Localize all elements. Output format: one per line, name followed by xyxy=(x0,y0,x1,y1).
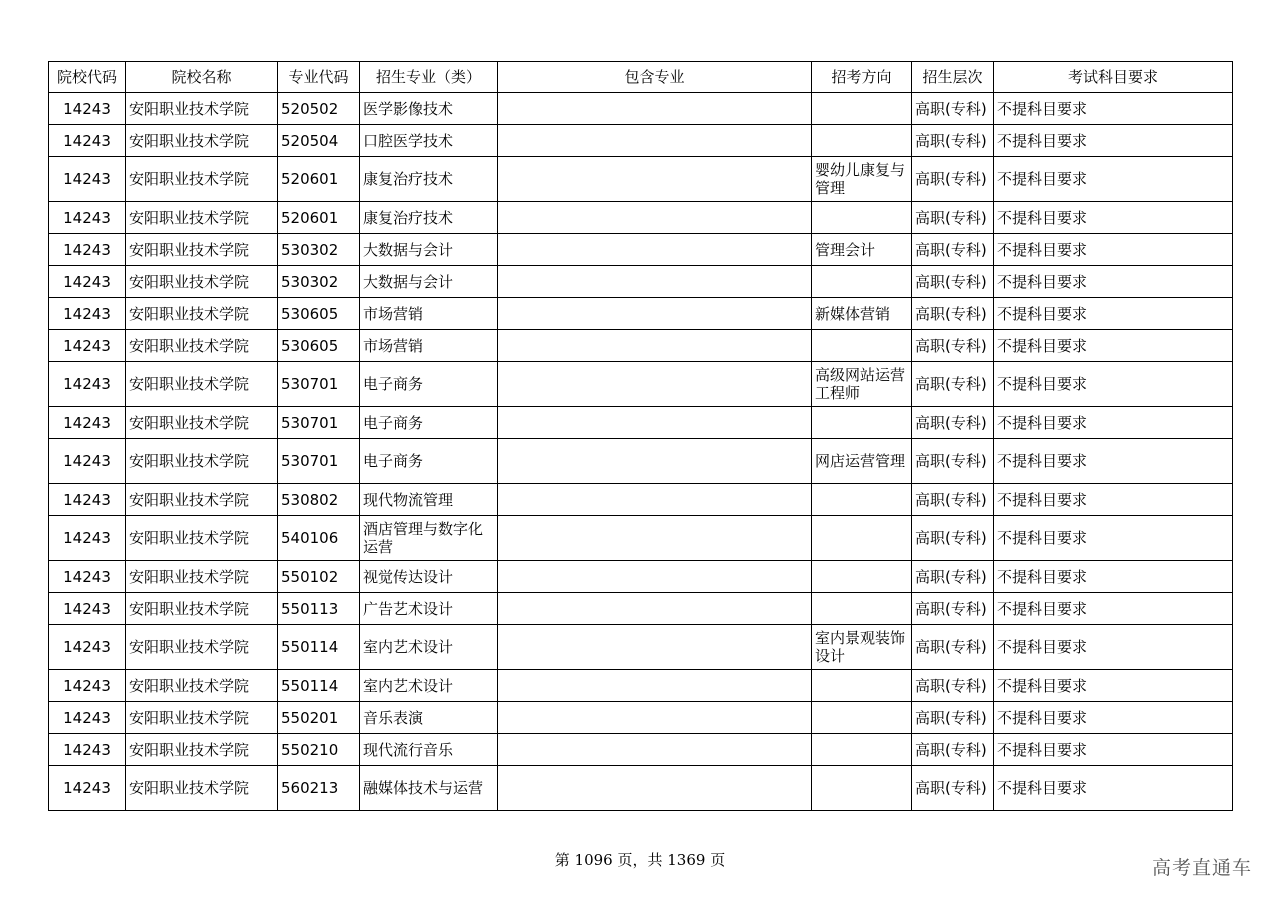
school-name-cell: 安阳职业技术学院 xyxy=(126,625,278,670)
school-name-cell: 安阳职业技术学院 xyxy=(126,157,278,202)
level-cell: 高职(专科) xyxy=(912,93,994,125)
major-cell: 口腔医学技术 xyxy=(360,125,498,157)
subject-req-cell: 不提科目要求 xyxy=(994,330,1233,362)
school-code-cell: 14243 xyxy=(49,125,126,157)
included-majors-cell xyxy=(498,93,812,125)
header-major: 招生专业（类） xyxy=(360,62,498,93)
level-cell: 高职(专科) xyxy=(912,407,994,439)
table-row xyxy=(49,702,1233,734)
school-code-cell: 14243 xyxy=(49,202,126,234)
header-included-majors: 包含专业 xyxy=(498,62,812,93)
table-row xyxy=(49,234,1233,266)
major-cell: 医学影像技术 xyxy=(360,93,498,125)
direction-cell xyxy=(812,266,912,298)
direction-cell xyxy=(812,561,912,593)
table-row xyxy=(49,439,1233,484)
page-number: 第 1096 页，共 1369 页 xyxy=(554,851,726,869)
major-cell: 市场营销 xyxy=(360,330,498,362)
included-majors-cell xyxy=(498,484,812,516)
table-row xyxy=(49,266,1233,298)
school-name-cell: 安阳职业技术学院 xyxy=(126,330,278,362)
direction-cell xyxy=(812,702,912,734)
direction-cell xyxy=(812,407,912,439)
table-row xyxy=(49,516,1233,561)
school-code-cell: 14243 xyxy=(49,702,126,734)
included-majors-cell xyxy=(498,125,812,157)
direction-cell xyxy=(812,766,912,811)
major-code-cell: 520502 xyxy=(278,93,360,125)
major-code-cell: 530302 xyxy=(278,266,360,298)
school-code-cell: 14243 xyxy=(49,734,126,766)
school-name-cell: 安阳职业技术学院 xyxy=(126,561,278,593)
level-cell: 高职(专科) xyxy=(912,766,994,811)
school-code-cell: 14243 xyxy=(49,516,126,561)
major-cell: 现代流行音乐 xyxy=(360,734,498,766)
included-majors-cell xyxy=(498,625,812,670)
level-cell: 高职(专科) xyxy=(912,516,994,561)
major-code-cell: 530802 xyxy=(278,484,360,516)
table-row xyxy=(49,298,1233,330)
level-cell: 高职(专科) xyxy=(912,298,994,330)
major-cell: 电子商务 xyxy=(360,439,498,484)
table-row xyxy=(49,330,1233,362)
school-name-cell: 安阳职业技术学院 xyxy=(126,202,278,234)
level-cell: 高职(专科) xyxy=(912,266,994,298)
school-name-cell: 安阳职业技术学院 xyxy=(126,439,278,484)
subject-req-cell: 不提科目要求 xyxy=(994,362,1233,407)
header-level: 招生层次 xyxy=(912,62,994,93)
major-cell: 大数据与会计 xyxy=(360,234,498,266)
direction-cell xyxy=(812,202,912,234)
major-code-cell: 560213 xyxy=(278,766,360,811)
major-cell: 室内艺术设计 xyxy=(360,625,498,670)
major-code-cell: 520601 xyxy=(278,157,360,202)
direction-cell xyxy=(812,734,912,766)
direction-cell: 新媒体营销 xyxy=(812,298,912,330)
major-cell: 电子商务 xyxy=(360,362,498,407)
major-cell: 现代物流管理 xyxy=(360,484,498,516)
table-row xyxy=(49,362,1233,407)
school-code-cell: 14243 xyxy=(49,766,126,811)
level-cell: 高职(专科) xyxy=(912,125,994,157)
level-cell: 高职(专科) xyxy=(912,593,994,625)
school-name-cell: 安阳职业技术学院 xyxy=(126,766,278,811)
header-school-name: 院校名称 xyxy=(126,62,278,93)
table-row xyxy=(49,407,1233,439)
table-row xyxy=(49,484,1233,516)
school-code-cell: 14243 xyxy=(49,298,126,330)
level-cell: 高职(专科) xyxy=(912,202,994,234)
direction-cell: 网店运营管理 xyxy=(812,439,912,484)
school-code-cell: 14243 xyxy=(49,670,126,702)
subject-req-cell: 不提科目要求 xyxy=(994,625,1233,670)
table-row xyxy=(49,734,1233,766)
major-cell: 音乐表演 xyxy=(360,702,498,734)
included-majors-cell xyxy=(498,439,812,484)
school-name-cell: 安阳职业技术学院 xyxy=(126,362,278,407)
major-code-cell: 530701 xyxy=(278,439,360,484)
header-subject-req: 考试科目要求 xyxy=(994,62,1233,93)
direction-cell: 管理会计 xyxy=(812,234,912,266)
direction-cell: 高级网站运营工程师 xyxy=(812,362,912,407)
level-cell: 高职(专科) xyxy=(912,234,994,266)
major-cell: 大数据与会计 xyxy=(360,266,498,298)
direction-cell: 婴幼儿康复与管理 xyxy=(812,157,912,202)
included-majors-cell xyxy=(498,157,812,202)
school-name-cell: 安阳职业技术学院 xyxy=(126,407,278,439)
subject-req-cell: 不提科目要求 xyxy=(994,593,1233,625)
school-name-cell: 安阳职业技术学院 xyxy=(126,702,278,734)
table-row xyxy=(49,625,1233,670)
level-cell: 高职(专科) xyxy=(912,157,994,202)
subject-req-cell: 不提科目要求 xyxy=(994,734,1233,766)
subject-req-cell: 不提科目要求 xyxy=(994,157,1233,202)
level-cell: 高职(专科) xyxy=(912,625,994,670)
subject-req-cell: 不提科目要求 xyxy=(994,670,1233,702)
header-school-code: 院校代码 xyxy=(49,62,126,93)
subject-req-cell: 不提科目要求 xyxy=(994,407,1233,439)
subject-req-cell: 不提科目要求 xyxy=(994,93,1233,125)
included-majors-cell xyxy=(498,330,812,362)
table-row xyxy=(49,766,1233,811)
school-name-cell: 安阳职业技术学院 xyxy=(126,670,278,702)
school-name-cell: 安阳职业技术学院 xyxy=(126,593,278,625)
included-majors-cell xyxy=(498,593,812,625)
major-cell: 酒店管理与数字化运营 xyxy=(360,516,498,561)
header-row xyxy=(49,62,1233,93)
level-cell: 高职(专科) xyxy=(912,670,994,702)
school-code-cell: 14243 xyxy=(49,593,126,625)
major-code-cell: 550113 xyxy=(278,593,360,625)
school-code-cell: 14243 xyxy=(49,266,126,298)
major-cell: 室内艺术设计 xyxy=(360,670,498,702)
subject-req-cell: 不提科目要求 xyxy=(994,298,1233,330)
major-code-cell: 550201 xyxy=(278,702,360,734)
header-major-code: 专业代码 xyxy=(278,62,360,93)
table-row xyxy=(49,202,1233,234)
direction-cell xyxy=(812,516,912,561)
subject-req-cell: 不提科目要求 xyxy=(994,561,1233,593)
major-code-cell: 550114 xyxy=(278,670,360,702)
major-code-cell: 530701 xyxy=(278,362,360,407)
school-name-cell: 安阳职业技术学院 xyxy=(126,234,278,266)
major-code-cell: 520601 xyxy=(278,202,360,234)
level-cell: 高职(专科) xyxy=(912,561,994,593)
school-code-cell: 14243 xyxy=(49,439,126,484)
included-majors-cell xyxy=(498,234,812,266)
included-majors-cell xyxy=(498,561,812,593)
major-cell: 广告艺术设计 xyxy=(360,593,498,625)
major-cell: 电子商务 xyxy=(360,407,498,439)
subject-req-cell: 不提科目要求 xyxy=(994,202,1233,234)
major-code-cell: 530605 xyxy=(278,330,360,362)
major-cell: 康复治疗技术 xyxy=(360,157,498,202)
admission-table xyxy=(48,61,1233,811)
school-code-cell: 14243 xyxy=(49,362,126,407)
school-code-cell: 14243 xyxy=(49,330,126,362)
school-code-cell: 14243 xyxy=(49,234,126,266)
included-majors-cell xyxy=(498,516,812,561)
direction-cell xyxy=(812,93,912,125)
subject-req-cell: 不提科目要求 xyxy=(994,766,1233,811)
level-cell: 高职(专科) xyxy=(912,484,994,516)
level-cell: 高职(专科) xyxy=(912,362,994,407)
table-row xyxy=(49,561,1233,593)
school-name-cell: 安阳职业技术学院 xyxy=(126,93,278,125)
school-code-cell: 14243 xyxy=(49,407,126,439)
school-code-cell: 14243 xyxy=(49,561,126,593)
level-cell: 高职(专科) xyxy=(912,330,994,362)
school-code-cell: 14243 xyxy=(49,484,126,516)
major-code-cell: 530701 xyxy=(278,407,360,439)
table-row xyxy=(49,157,1233,202)
subject-req-cell: 不提科目要求 xyxy=(994,484,1233,516)
major-cell: 融媒体技术与运营 xyxy=(360,766,498,811)
school-name-cell: 安阳职业技术学院 xyxy=(126,298,278,330)
major-code-cell: 550210 xyxy=(278,734,360,766)
included-majors-cell xyxy=(498,362,812,407)
subject-req-cell: 不提科目要求 xyxy=(994,439,1233,484)
direction-cell xyxy=(812,330,912,362)
direction-cell xyxy=(812,593,912,625)
major-code-cell: 550102 xyxy=(278,561,360,593)
major-cell: 视觉传达设计 xyxy=(360,561,498,593)
included-majors-cell xyxy=(498,702,812,734)
table-row xyxy=(49,93,1233,125)
included-majors-cell xyxy=(498,670,812,702)
school-name-cell: 安阳职业技术学院 xyxy=(126,516,278,561)
level-cell: 高职(专科) xyxy=(912,439,994,484)
table-row xyxy=(49,670,1233,702)
table-row xyxy=(49,593,1233,625)
included-majors-cell xyxy=(498,766,812,811)
included-majors-cell xyxy=(498,407,812,439)
watermark: 高考直通车 xyxy=(1151,857,1252,879)
direction-cell xyxy=(812,670,912,702)
level-cell: 高职(专科) xyxy=(912,702,994,734)
subject-req-cell: 不提科目要求 xyxy=(994,702,1233,734)
table-body xyxy=(49,93,1233,811)
major-code-cell: 540106 xyxy=(278,516,360,561)
school-name-cell: 安阳职业技术学院 xyxy=(126,734,278,766)
included-majors-cell xyxy=(498,202,812,234)
school-name-cell: 安阳职业技术学院 xyxy=(126,484,278,516)
major-code-cell: 520504 xyxy=(278,125,360,157)
subject-req-cell: 不提科目要求 xyxy=(994,125,1233,157)
included-majors-cell xyxy=(498,266,812,298)
school-code-cell: 14243 xyxy=(49,157,126,202)
major-code-cell: 550114 xyxy=(278,625,360,670)
level-cell: 高职(专科) xyxy=(912,734,994,766)
subject-req-cell: 不提科目要求 xyxy=(994,234,1233,266)
major-code-cell: 530302 xyxy=(278,234,360,266)
major-code-cell: 530605 xyxy=(278,298,360,330)
included-majors-cell xyxy=(498,298,812,330)
school-name-cell: 安阳职业技术学院 xyxy=(126,266,278,298)
school-code-cell: 14243 xyxy=(49,625,126,670)
table-row xyxy=(49,125,1233,157)
subject-req-cell: 不提科目要求 xyxy=(994,516,1233,561)
direction-cell xyxy=(812,484,912,516)
school-name-cell: 安阳职业技术学院 xyxy=(126,125,278,157)
major-cell: 市场营销 xyxy=(360,298,498,330)
included-majors-cell xyxy=(498,734,812,766)
header-direction: 招考方向 xyxy=(812,62,912,93)
major-cell: 康复治疗技术 xyxy=(360,202,498,234)
school-code-cell: 14243 xyxy=(49,93,126,125)
subject-req-cell: 不提科目要求 xyxy=(994,266,1233,298)
direction-cell xyxy=(812,125,912,157)
direction-cell: 室内景观装饰设计 xyxy=(812,625,912,670)
